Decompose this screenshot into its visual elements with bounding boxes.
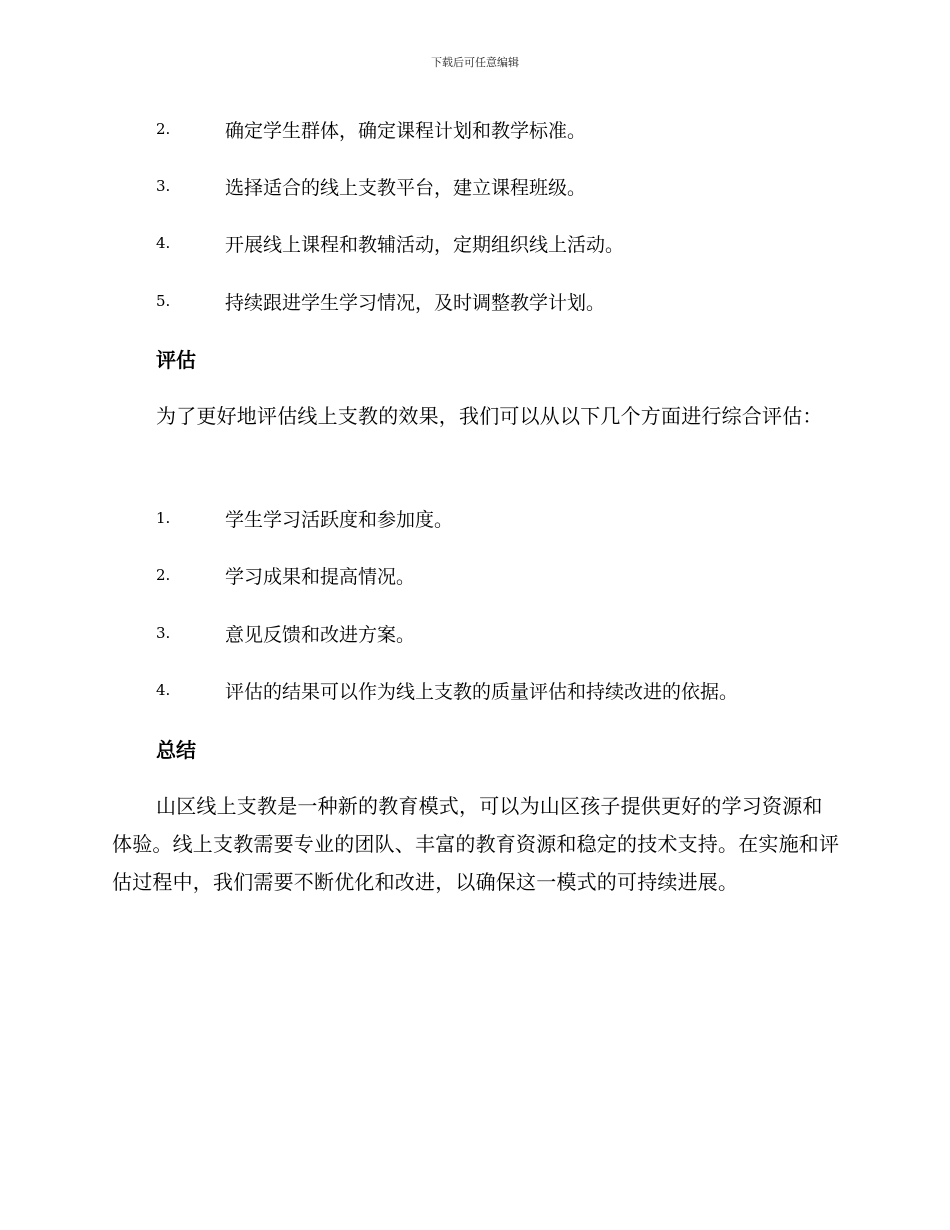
list-item <box>0 288 950 318</box>
list-number: 1. <box>156 509 171 527</box>
list-text: 学习成果和提高情况。 <box>225 566 416 588</box>
list-number: 5. <box>156 292 171 310</box>
list-item <box>0 562 950 592</box>
list-text: 选择适合的线上支教平台，建立课程班级。 <box>225 177 587 199</box>
list-text: 开展线上课程和教辅活动，定期组织线上活动。 <box>225 234 625 256</box>
list-item <box>0 620 950 650</box>
list-text: 持续跟进学生学习情况，及时调整教学计划。 <box>225 292 606 314</box>
list-text: 学生学习活跃度和参加度。 <box>225 509 454 531</box>
list-text: 评估的结果可以作为线上支教的质量评估和持续改进的依据。 <box>225 681 739 703</box>
page-header: 下载后可任意编辑 <box>431 56 519 69</box>
evaluation-intro-paragraph: 为了更好地评估线上支教的效果，我们可以从以下几个方面进行综合评估： <box>156 404 823 428</box>
summary-paragraph: 山区线上支教是一种新的教育模式，可以为山区孩子提供更好的学习资源和体验。线上支教需要专业的团队、丰富的教育资源和稳定的技术支持。在实施和评估过程中，我们需要不断优化和改进，以确保这一模式的可持续进展。 <box>112 794 840 894</box>
list-item <box>0 230 950 260</box>
section-heading-summary: 总结 <box>156 738 196 762</box>
list-item <box>0 173 950 203</box>
list-number: 4. <box>156 681 171 699</box>
list-number: 2. <box>156 566 171 584</box>
list-item <box>0 677 950 707</box>
list-text: 意见反馈和改进方案。 <box>225 624 416 646</box>
list-number: 3. <box>156 177 171 195</box>
list-number: 4. <box>156 234 171 252</box>
list-item <box>0 505 950 535</box>
section-heading-evaluation: 评估 <box>156 348 196 372</box>
list-number: 2. <box>156 120 171 138</box>
list-text: 确定学生群体，确定课程计划和教学标准。 <box>225 120 587 142</box>
list-item <box>0 116 950 146</box>
list-number: 3. <box>156 624 171 642</box>
